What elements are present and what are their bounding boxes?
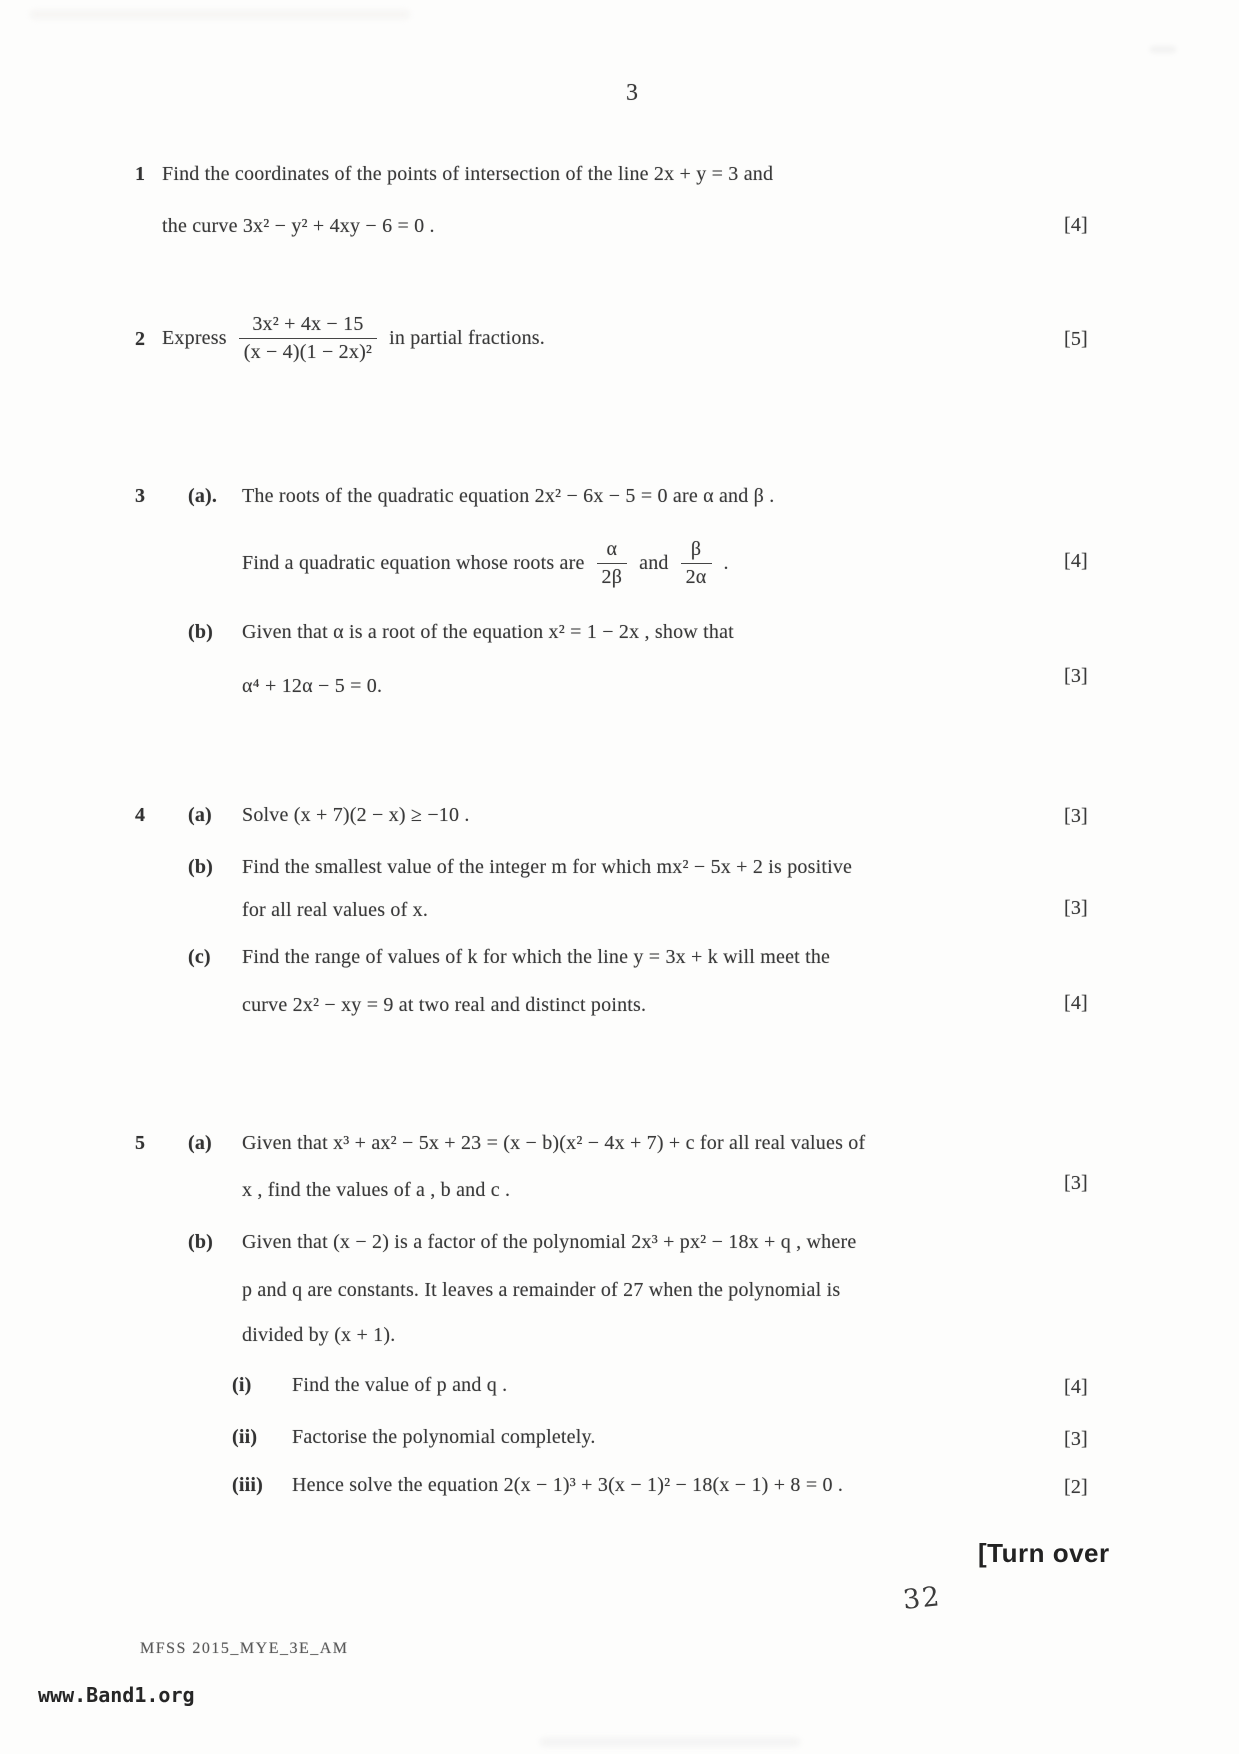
question-5a-label: (a) xyxy=(188,1132,212,1154)
question-5-number: 5 xyxy=(135,1132,146,1154)
question-3a-fraction-1 xyxy=(597,537,628,590)
question-4b-line-2: for all real values of x. xyxy=(242,899,429,921)
question-3b-line-2: α⁴ + 12α − 5 = 0. xyxy=(242,675,383,697)
question-4a-marks: [3] xyxy=(1064,805,1088,827)
question-3a-line-1: The roots of the quadratic equation 2x² − 6x − 5 = 0 are α and β . xyxy=(242,485,775,507)
question-3a-line-2-prefix: Find a quadratic equation whose roots are xyxy=(242,551,585,574)
watermark-url: www.Band1.org xyxy=(38,1683,195,1707)
scan-noise xyxy=(30,10,410,19)
question-3a-line-2 xyxy=(242,534,729,592)
page-number: 3 xyxy=(626,80,639,106)
question-4-number: 4 xyxy=(135,804,146,826)
question-2-number: 2 xyxy=(135,328,146,350)
question-4c-line-1: Find the range of values of k for which the line y = 3x + k will meet the xyxy=(242,946,831,968)
question-2-fraction-numerator: 3x² + 4x − 15 xyxy=(239,312,377,339)
question-5b-line-3: divided by (x + 1). xyxy=(242,1324,396,1346)
question-2-prefix: Express xyxy=(162,326,227,349)
question-3a-period: . xyxy=(723,551,729,574)
scan-noise xyxy=(540,1738,800,1746)
question-3-number: 3 xyxy=(135,485,146,507)
question-3a-marks: [4] xyxy=(1064,550,1088,572)
question-5b-i-marks: [4] xyxy=(1064,1376,1088,1398)
question-3a-label: (a). xyxy=(188,485,218,507)
turn-over-label: [Turn over xyxy=(978,1538,1110,1568)
question-3a-and: and xyxy=(639,551,669,574)
question-1-marks: [4] xyxy=(1064,214,1088,236)
question-2-marks: [5] xyxy=(1064,328,1088,350)
scan-noise xyxy=(1150,46,1176,53)
paper-code: MFSS 2015_MYE_3E_AM xyxy=(140,1640,349,1657)
question-4b-marks: [3] xyxy=(1064,897,1088,919)
question-3b-label: (b) xyxy=(188,621,214,643)
question-5b-line-2: p and q are constants. It leaves a remainder of 27 when the polynomial is xyxy=(242,1279,841,1301)
question-1-line-2: the curve 3x² − y² + 4xy − 6 = 0 . xyxy=(162,215,435,237)
question-3b-line-1: Given that α is a root of the equation x² = 1 − 2x , show that xyxy=(242,621,734,643)
question-4c-marks: [4] xyxy=(1064,992,1088,1014)
question-1-line-1: Find the coordinates of the points of intersection of the line 2x + y = 3 and xyxy=(162,163,774,185)
question-4a-line-1: Solve (x + 7)(2 − x) ≥ −10 . xyxy=(242,804,470,826)
question-3a-fraction-1-numerator: α xyxy=(597,537,628,564)
question-4b-line-1: Find the smallest value of the integer m for which mx² − 5x + 2 is positive xyxy=(242,856,853,878)
question-5a-marks: [3] xyxy=(1064,1172,1088,1194)
question-5b-label: (b) xyxy=(188,1231,214,1253)
question-5b-line-1: Given that (x − 2) is a factor of the polynomial 2x³ + px² − 18x + q , where xyxy=(242,1231,857,1253)
question-3a-fraction-2-numerator: β xyxy=(681,537,712,564)
question-5b-ii-label: (ii) xyxy=(232,1426,258,1448)
question-3a-fraction-2-denominator: 2α xyxy=(685,565,707,588)
question-5b-iii-line: Hence solve the equation 2(x − 1)³ + 3(x − 1)² − 18(x − 1) + 8 = 0 . xyxy=(292,1474,844,1496)
question-5b-ii-marks: [3] xyxy=(1064,1428,1088,1450)
question-5b-iii-label: (iii) xyxy=(232,1474,263,1496)
question-5a-line-2: x , find the values of a , b and c . xyxy=(242,1179,511,1201)
question-4c-label: (c) xyxy=(188,946,211,968)
question-2-suffix: in partial fractions. xyxy=(389,326,545,349)
question-3a-fraction-1-denominator: 2β xyxy=(601,565,623,588)
question-4b-label: (b) xyxy=(188,856,214,878)
question-3b-marks: [3] xyxy=(1064,665,1088,687)
question-2-fraction xyxy=(239,312,377,365)
question-5b-i-line: Find the value of p and q . xyxy=(292,1374,508,1396)
question-3a-fraction-2 xyxy=(681,537,712,590)
question-5b-ii-line: Factorise the polynomial completely. xyxy=(292,1426,596,1448)
question-4c-line-2: curve 2x² − xy = 9 at two real and distinct points. xyxy=(242,994,647,1016)
question-5b-i-label: (i) xyxy=(232,1374,252,1396)
question-5b-iii-marks: [2] xyxy=(1064,1476,1088,1498)
handwritten-mark: 32 xyxy=(901,1581,943,1616)
question-5a-line-1: Given that x³ + ax² − 5x + 23 = (x − b)(x² − 4x + 7) + c for all real values of xyxy=(242,1132,866,1154)
question-1-number: 1 xyxy=(135,163,146,185)
question-4a-label: (a) xyxy=(188,804,212,826)
question-2-body xyxy=(162,306,545,370)
question-2-fraction-denominator: (x − 4)(1 − 2x)² xyxy=(243,340,373,363)
